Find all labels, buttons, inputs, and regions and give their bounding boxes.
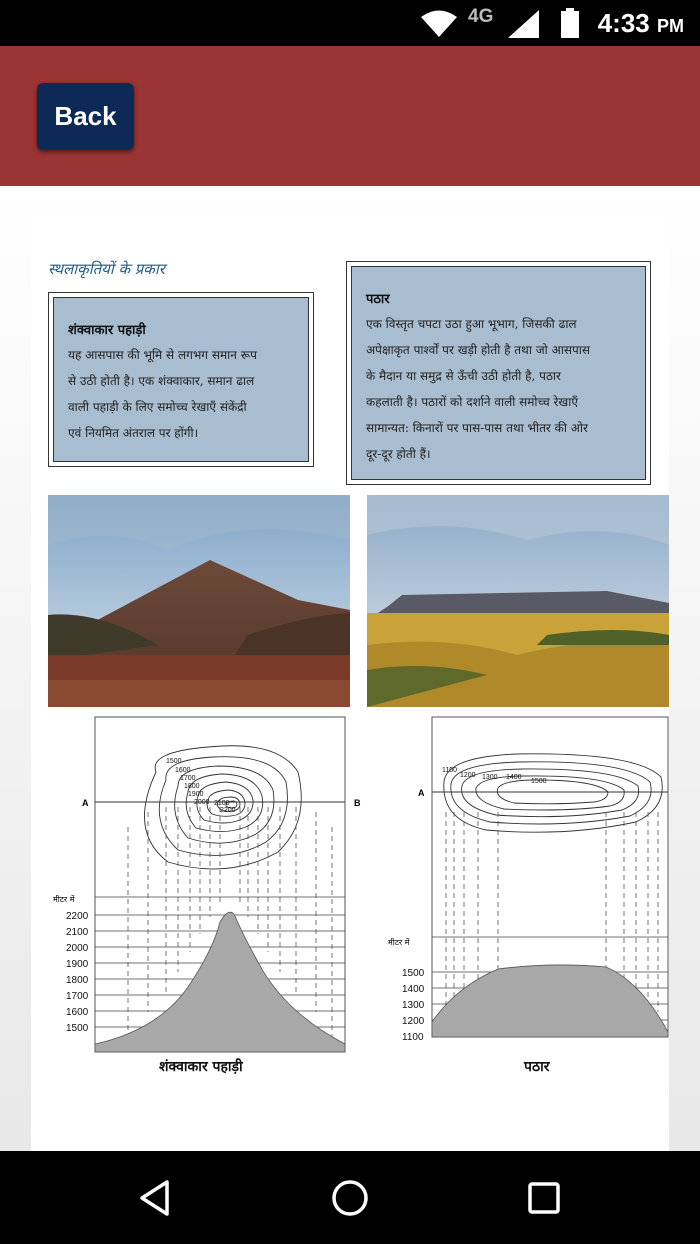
hill-profile-tick: 1900 — [66, 959, 89, 970]
content-area[interactable] — [0, 186, 700, 1151]
plateau-contour-label: 1500 — [531, 778, 547, 785]
app-bar — [0, 46, 700, 186]
conical-hill-line: वाली पहाड़ी के लिए समोच्च रेखाएँ संकेंद्री — [68, 400, 247, 414]
plateau-line: के मैदान या समुद्र से ऊँची उठी होती है, पठार — [366, 369, 561, 383]
network-type-label: 4G — [468, 6, 494, 27]
plateau-photo — [367, 495, 669, 707]
plateau-line: अपेक्षाकृत पार्श्वों पर खड़ी होती है तथा जो आसपास — [366, 343, 590, 357]
plateau-contour-label: 1100 — [442, 767, 458, 774]
plateau-profile-tick: 1100 — [402, 1032, 424, 1043]
hill-unit-label: मीटर में — [53, 895, 75, 904]
plateau-text — [366, 311, 631, 467]
plateau-unit-label: मीटर में — [388, 938, 410, 947]
plateau-box-inner — [351, 266, 646, 480]
hill-contour-label: 1700 — [180, 775, 196, 782]
cell-signal-icon — [508, 10, 540, 38]
home-circle-icon[interactable] — [325, 1173, 375, 1223]
hill-contour-label: 2000 — [194, 799, 210, 806]
plateau-profile-tick: 1500 — [402, 968, 425, 979]
conical-hill-box-inner — [53, 297, 309, 462]
conical-hill-box — [48, 292, 314, 467]
wifi-icon — [420, 10, 458, 38]
conical-hill-line: से उठी होती है। एक शंक्वाकार, समान ढाल — [68, 374, 255, 388]
conical-hill-photo — [48, 495, 350, 707]
conical-hill-text — [68, 342, 294, 446]
hill-profile-tick: 1600 — [66, 1007, 89, 1018]
back-button[interactable]: Back — [37, 83, 134, 150]
plateau-point-a: A — [418, 788, 425, 798]
battery-icon — [560, 8, 580, 38]
hill-profile-tick: 2000 — [66, 943, 89, 954]
plateau-caption: पठार — [524, 1059, 550, 1075]
plateau-profile-tick: 1200 — [402, 1016, 425, 1027]
plateau-line: एक विस्तृत चपटा उठा हुआ भूभाग, जिसकी ढाल — [366, 317, 577, 331]
plateau-contour-label: 1400 — [506, 774, 522, 781]
clock — [598, 8, 684, 39]
hill-contour-label: 1500 — [166, 758, 182, 765]
plateau-line: कहलाती है। पठारों को दर्शाने वाली समोच्च रेखाएँ — [366, 395, 578, 409]
hill-point-a: A — [82, 798, 89, 808]
recents-square-icon[interactable] — [519, 1173, 569, 1223]
plateau-profile-tick: 1400 — [402, 984, 425, 995]
plateau-contour-label: 1300 — [482, 774, 498, 781]
conical-hill-heading: शंक्वाकार पहाड़ी — [68, 323, 146, 338]
hill-contour-label: 1800 — [184, 783, 200, 790]
navigation-bar — [0, 1151, 700, 1244]
hill-profile-tick: 1800 — [66, 975, 89, 986]
plateau-line: सामान्यत: किनारों पर पास-पास तथा भीतर की ओर — [366, 421, 588, 435]
conical-hill-line: यह आसपास की भूमि से लगभग समान रूप — [68, 348, 257, 362]
back-triangle-icon[interactable] — [131, 1173, 181, 1223]
plateau-contour-label: 1200 — [460, 772, 476, 779]
hill-point-b: B — [354, 798, 361, 808]
plateau-heading: पठार — [366, 292, 390, 307]
conical-hill-contour-diagram — [48, 712, 368, 1082]
hill-contour-label: 1600 — [175, 767, 191, 774]
plateau-profile-shape — [432, 965, 668, 1037]
clock-ampm: PM — [657, 16, 684, 36]
textbook-page-image — [31, 217, 669, 1151]
plateau-box — [346, 261, 651, 485]
clock-time: 4:33 — [597, 8, 650, 38]
hill-profile-tick: 1700 — [66, 991, 89, 1002]
hill-contour-label: 2100 — [214, 800, 230, 807]
plateau-line: दूर-दूर होती हैं। — [366, 447, 431, 461]
conical-hill-caption: शंक्वाकार पहाड़ी — [159, 1059, 243, 1075]
hill-profile-tick: 2100 — [66, 927, 89, 938]
plateau-contour-lines — [444, 754, 662, 832]
hill-contour-label: 1900 — [188, 791, 204, 798]
plateau-profile-tick: 1300 — [402, 1000, 425, 1011]
hill-profile-tick: 2200 — [66, 911, 89, 922]
hill-profile-tick: 1500 — [66, 1023, 89, 1034]
plateau-contour-diagram — [386, 712, 669, 1082]
conical-hill-line: एवं नियमित अंतराल पर होंगी। — [68, 426, 199, 440]
hill-contour-label: 2200 — [220, 807, 236, 814]
hill-profile-shape — [95, 912, 345, 1052]
status-bar — [0, 0, 700, 46]
section-title: स्थलाकृतियों के प्रकार — [48, 260, 165, 278]
